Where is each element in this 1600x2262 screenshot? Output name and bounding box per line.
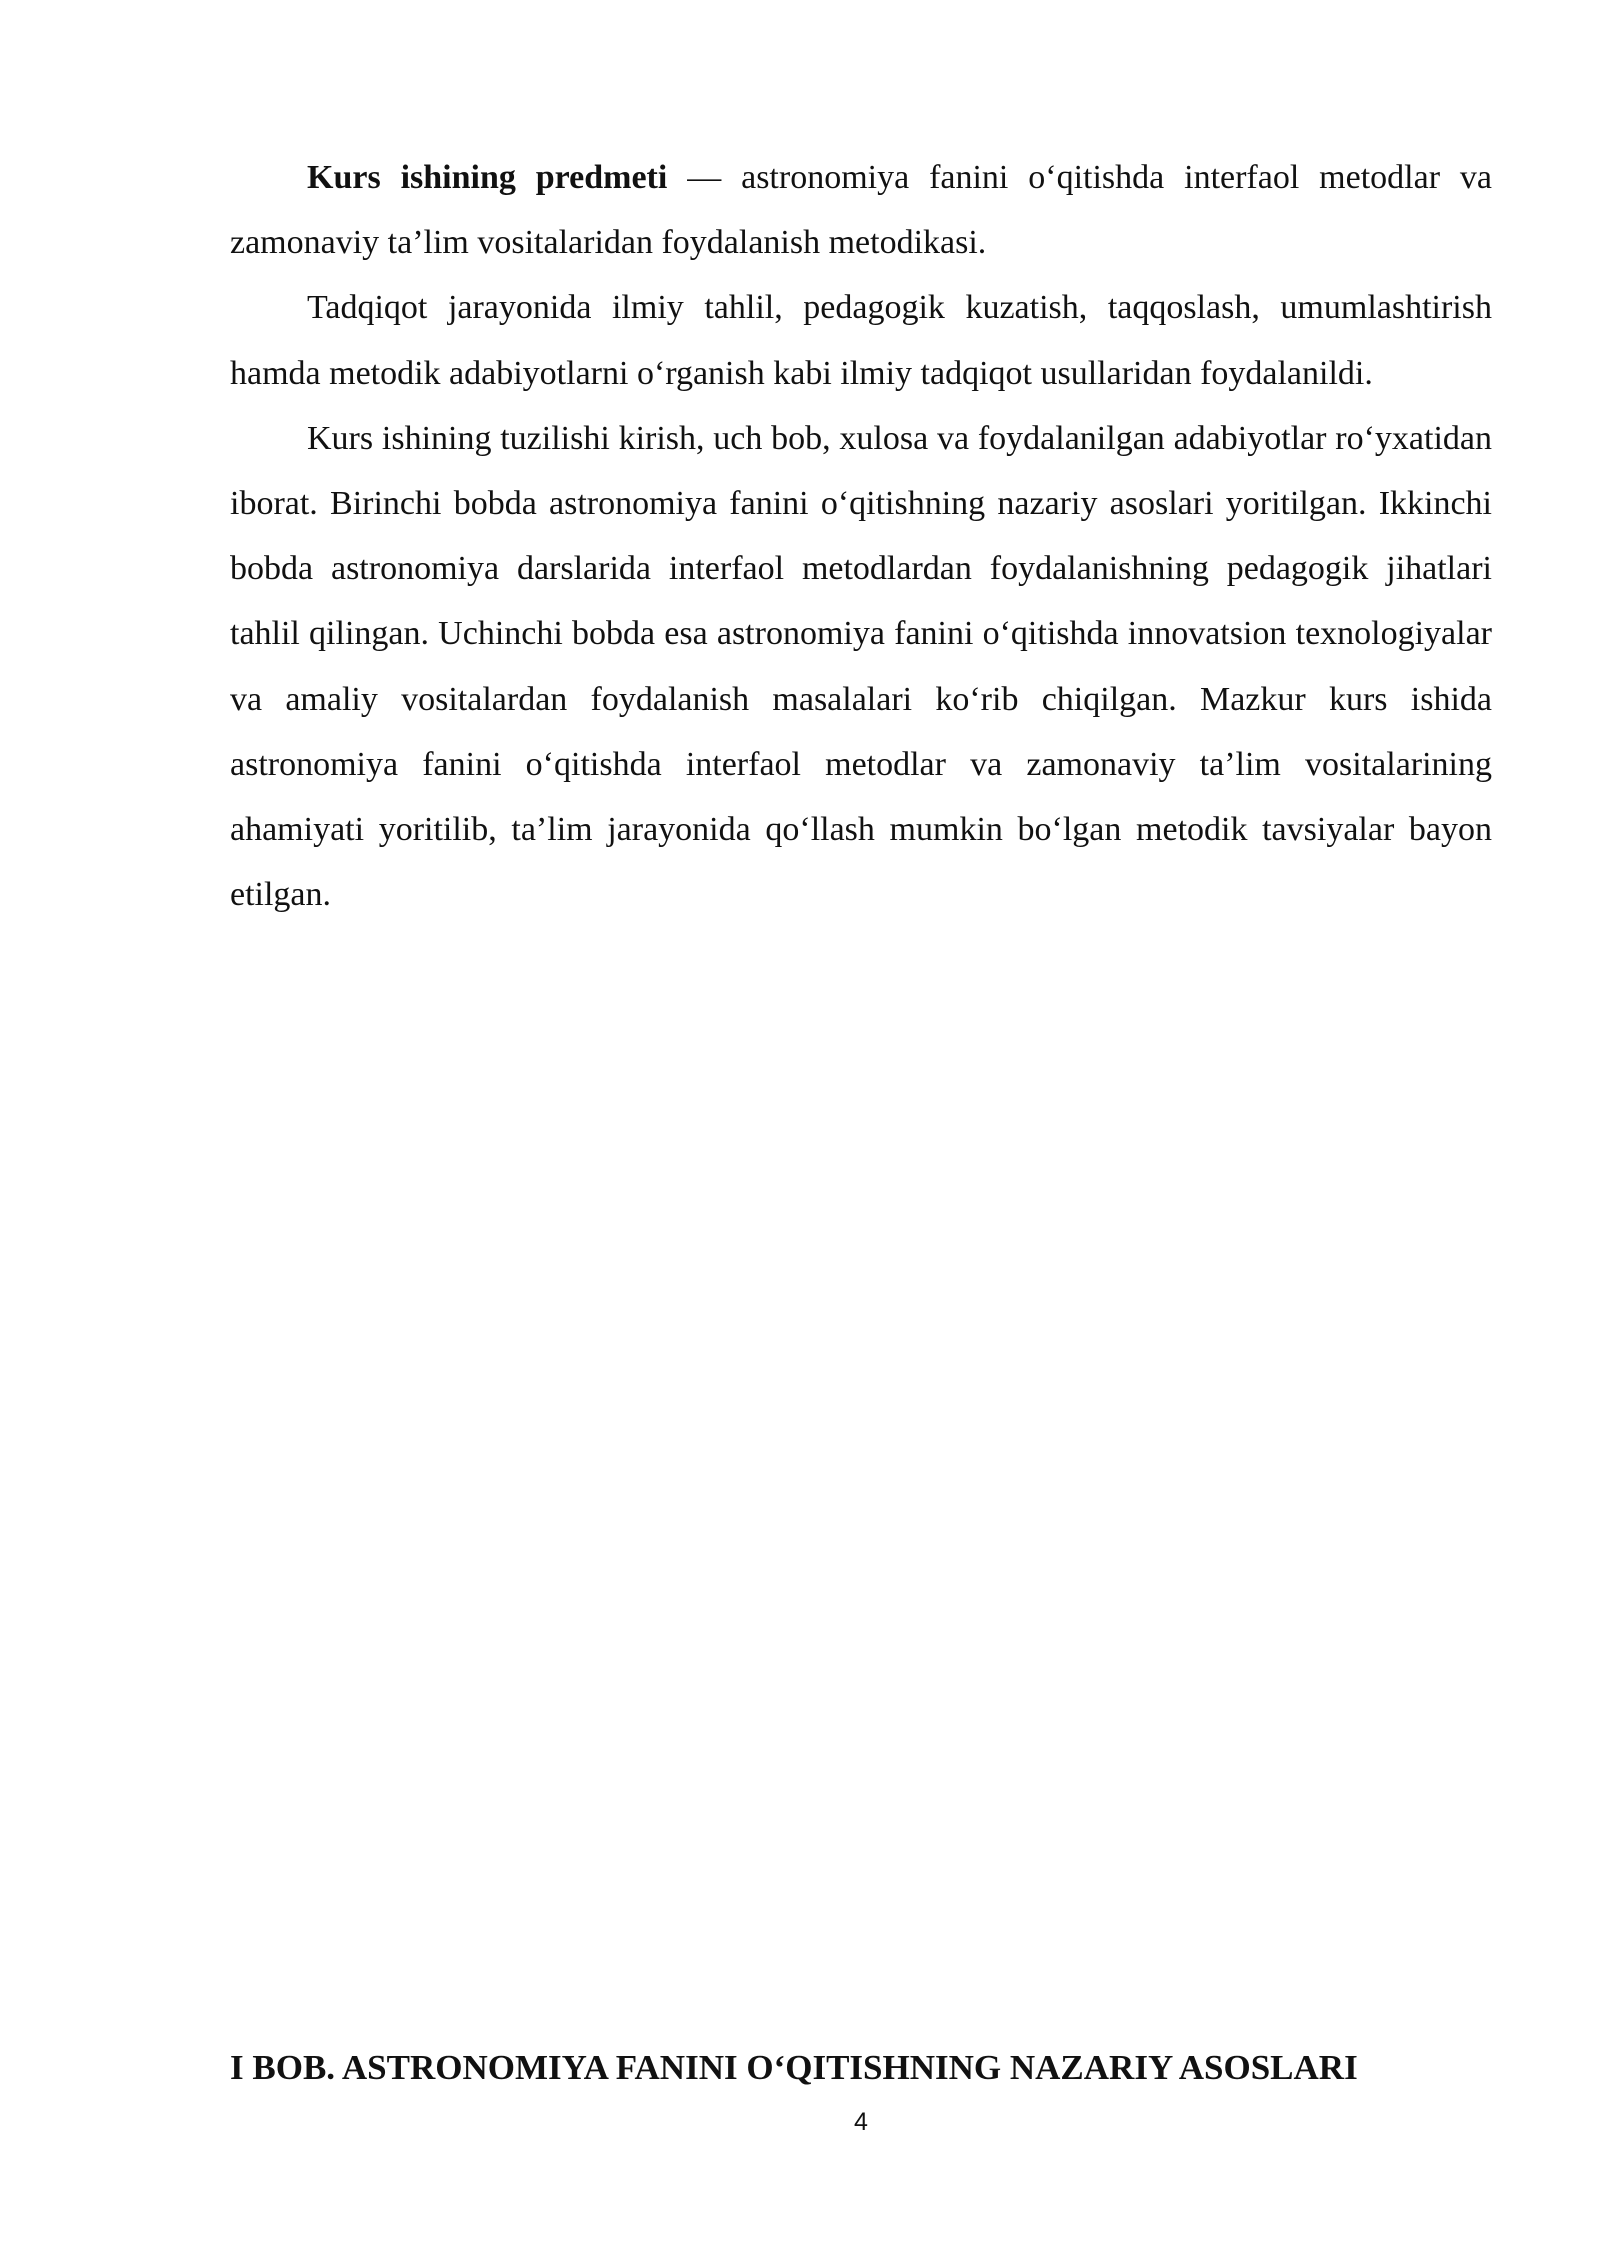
page-body	[230, 145, 1492, 927]
bold-lead: Kurs ishining predmeti	[307, 159, 668, 196]
paragraph-structure: Kurs ishining tuzilishi kirish, uch bob, xulosa va foydalanilgan adabiyotlar ro‘yxatidan iborat. Birinchi bobda astronomiya fanini o‘qitishning nazariy asoslari yoritilgan. Ikkinchi bobda astronomiya darslarida interfaol metodlardan foydalanishning pedagogik jihatlari tahlil qilingan. Uchinchi bobda esa astronomiya fanini o‘qitishda innovatsion texnologiyalar va amaliy vositalardan foydalanish masalalari ko‘rib chiqilgan. Mazkur kurs ishida astronomiya fanini o‘qitishda interfaol metodlar va zamonaviy ta’lim vositalarining ahamiyati yoritilib, ta’lim jarayonida qo‘llash mumkin bo‘lgan metodik tavsiyalar bayon etilgan.	[230, 419, 1492, 914]
paragraph-subject	[230, 145, 1492, 275]
paragraph-methods: Tadqiqot jarayonida ilmiy tahlil, pedagogik kuzatish, taqqoslash, umumlashtirish hamda metodik adabiyotlarni o‘rganish kabi ilmiy tadqiqot usullaridan foydalanildi.	[230, 289, 1492, 392]
chapter-heading: I BOB. ASTRONOMIYA FANINI O‘QITISHNING NAZARIY ASOSLARI	[230, 2048, 1358, 2087]
page-number: 4	[854, 2108, 868, 2136]
paragraph-text: — astronomiya fanini o‘qitishda interfaol metodlar va zamonaviy ta’lim vositalaridan foydalanish metodikasi.	[230, 159, 1493, 262]
